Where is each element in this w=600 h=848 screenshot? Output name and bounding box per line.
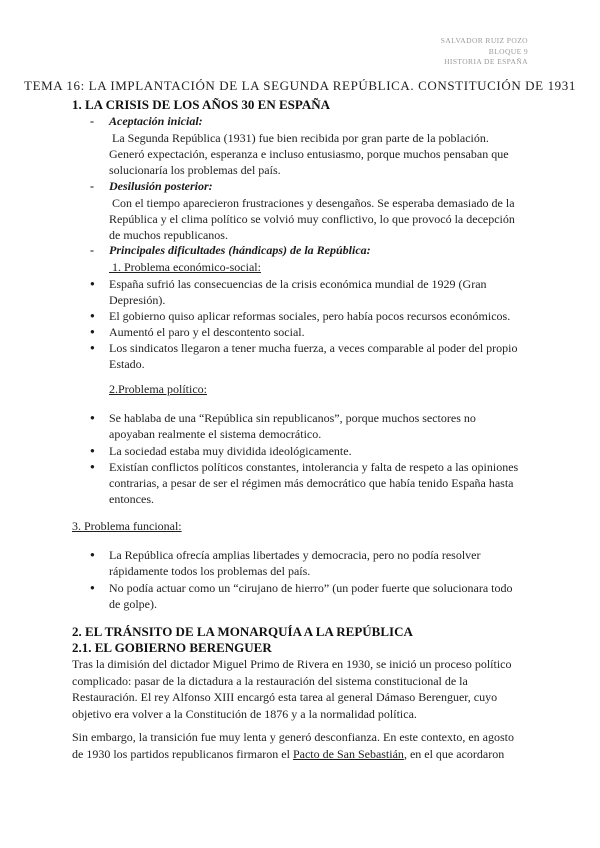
bullet-text <box>109 547 481 579</box>
bullet: ● <box>90 583 95 592</box>
text-line: objetivo era volver a la Constitución de 1876 y a la normalidad política. <box>72 706 417 721</box>
text-span: de 1930 los partidos republicanos firmaron el <box>72 746 293 761</box>
text-line: Con el tiempo aparecieron frustraciones y desengaños. Se esperaba demasiado de la <box>109 196 515 210</box>
paragraph-1 <box>72 656 512 722</box>
block-label: BLOQUE 9 <box>488 46 528 56</box>
text-line <box>72 746 514 763</box>
aceptacion-label: Aceptación inicial: <box>109 114 203 128</box>
text-line: Sin embargo, la transición fue muy lenta y generó desconfianza. En este contexto, en agosto <box>72 730 514 744</box>
bullet-text: El gobierno quiso aplicar reformas sociales, pero había pocos recursos económicos. <box>109 309 511 323</box>
section-2-1-heading: 2.1. EL GOBIERNO BERENGUER <box>72 640 272 655</box>
bullet: ● <box>90 279 95 288</box>
aceptacion-text <box>109 130 509 178</box>
author-name: SALVADOR RUIZ POZO <box>440 36 528 45</box>
bullet: ● <box>90 311 95 320</box>
bullet-text <box>109 276 487 308</box>
desilusion-label: Desilusión posterior: <box>109 179 213 193</box>
text-line: Estado. <box>109 357 145 371</box>
bullet: ● <box>90 462 95 471</box>
text-line: No podía actuar como un “cirujano de hierro” (un poder fuerte que solucionara todo <box>109 581 513 595</box>
bullet: ● <box>90 343 95 352</box>
text-line: complicado: pasar de la dictadura a la restauración del sistema constitucional de la <box>72 673 468 688</box>
bullet-text <box>109 580 513 612</box>
problem-3-title: 3. Problema funcional: <box>72 519 182 533</box>
text-line: contrarias, a pesar de ser el régimen más democrático que había tenido España hasta <box>109 476 514 490</box>
bullet-text <box>109 459 518 507</box>
dash-marker: - <box>90 179 94 193</box>
page-title: TEMA 16: LA IMPLANTACIÓN DE LA SEGUNDA REPÚBLICA. CONSTITUCIÓN DE 1931 <box>24 78 576 93</box>
text-line: España sufrió las consecuencias de la crisis económica mundial de 1929 (Gran <box>109 277 487 291</box>
dificultades-label: Principales dificultades (hándicaps) de la República: <box>109 243 371 257</box>
section-1-heading: 1. LA CRISIS DE LOS AÑOS 30 EN ESPAÑA <box>72 97 331 112</box>
text-line: Restauración. El rey Alfonso XIII encargó esta tarea al general Dámaso Berenguer, cuyo <box>72 690 498 704</box>
dash-marker: - <box>90 243 94 257</box>
document-header <box>441 36 528 68</box>
text-line: Depresión). <box>109 293 166 307</box>
problem-2-title: 2.Problema político: <box>109 382 207 396</box>
bullet: ● <box>90 550 95 559</box>
text-line: de golpe). <box>109 597 157 611</box>
text-line: Tras la dimisión del dictador Miguel Primo de Rivera en 1930, se inició un proceso político <box>72 657 512 671</box>
dash-marker: - <box>90 114 94 128</box>
problem-1-title: 1. Problema económico-social: <box>109 260 261 274</box>
pacto-san-sebastian-link[interactable]: Pacto de San Sebastián <box>292 746 404 761</box>
text-line: apoyaban realmente el sistema democrático. <box>109 427 322 441</box>
bullet-text <box>109 340 518 372</box>
bullet: ● <box>90 413 95 422</box>
text-line: Se hablaba de una “República sin republicanos”, porque muchos sectores no <box>109 411 476 425</box>
text-line: La República ofrecía amplias libertades y democracia, pero no podía resolver <box>109 548 481 562</box>
paragraph-2 <box>72 729 514 762</box>
bullet-text <box>109 410 476 442</box>
text-line: solucionaría los problemas del país. <box>109 163 281 177</box>
text-line: Generó expectación, esperanza e incluso entusiasmo, porque muchos pensaban que <box>109 147 509 161</box>
text-line: rápidamente todos los problemas del país. <box>109 564 311 578</box>
text-span: , en el que acordaron <box>403 746 505 761</box>
section-2-heading: 2. EL TRÁNSITO DE LA MONARQUÍA A LA REPÚBLICA <box>72 624 413 639</box>
bullet-text: La sociedad estaba muy dividida ideológicamente. <box>109 444 352 458</box>
text-line: entonces. <box>109 492 154 506</box>
text-line: La Segunda República (1931) fue bien recibida por gran parte de la población. <box>109 131 489 145</box>
text-line: Existían conflictos políticos constantes, intolerancia y falta de respeto a las opiniones <box>109 460 519 474</box>
subject-label: HISTORIA DE ESPAÑA <box>444 57 528 66</box>
desilusion-text <box>109 195 515 243</box>
bullet: ● <box>90 327 95 336</box>
bullet: ● <box>90 446 95 455</box>
text-line: Los sindicatos llegaron a tener mucha fuerza, a veces comparable al poder del propio <box>109 341 518 355</box>
text-line: de muchos republicanos. <box>109 228 228 242</box>
text-line: República y el clima político se volvió muy conflictivo, lo que provocó la decepción <box>109 212 515 226</box>
bullet-text: Aumentó el paro y el descontento social. <box>109 325 305 339</box>
